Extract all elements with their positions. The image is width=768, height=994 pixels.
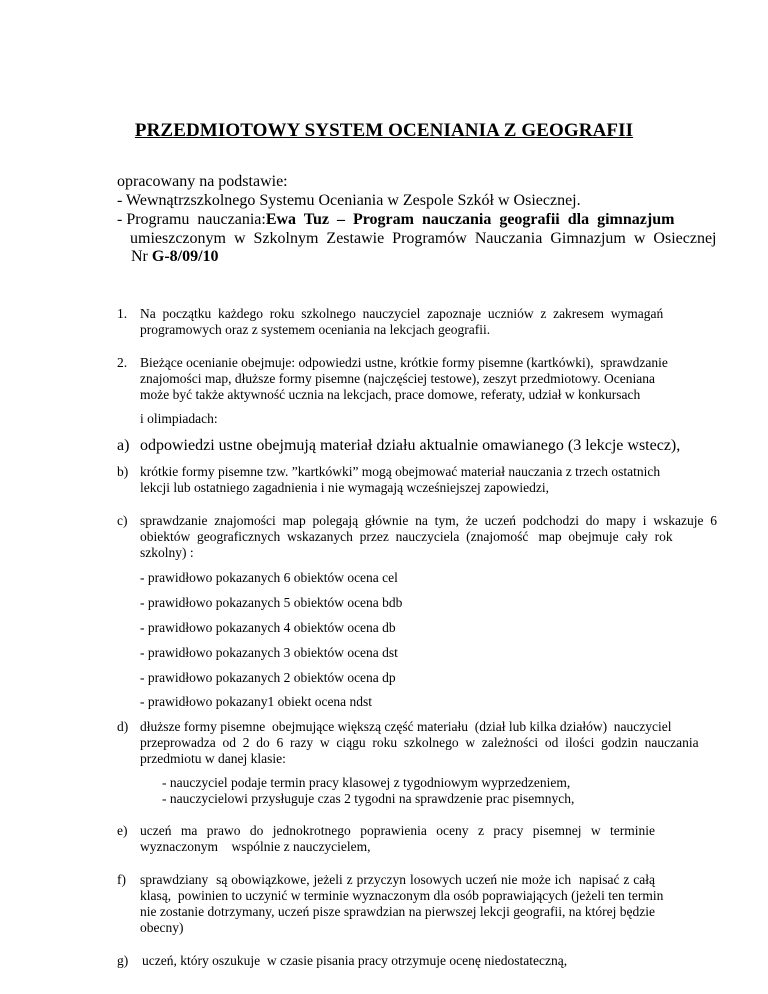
page-title: PRZEDMIOTOWY SYSTEM OCENIANIA Z GEOGRAFII <box>134 120 634 141</box>
item-c-sub-3: - prawidłowo pokazanych 4 obiektów ocena db <box>140 620 396 635</box>
item-c-sub-2: - prawidłowo pokazanych 5 obiektów ocena bdb <box>140 595 403 610</box>
item-f-line-3: nie zostanie dotrzymany, uczeń pisze sprawdzian na pierwszej lekcji geografii, na której będzie <box>140 904 655 919</box>
item-c-line-3: szkolny) : <box>140 545 194 560</box>
item-e-line-1: uczeń ma prawo do jednokrotnego poprawienia oceny z pracy pisemnej w terminie <box>140 823 655 838</box>
item-g-marker: g) <box>117 953 129 968</box>
item-d-line-1: dłuższe formy pisemne obejmujące większą część materiału (dział lub kilka działów) nauczyciel <box>140 719 672 734</box>
item-2-line-1: Bieżące ocenianie obejmuje: odpowiedzi ustne, krótkie formy pisemne (kartkówki), sprawdzanie <box>140 355 668 370</box>
intro-line-2: - Wewnątrzszkolnego Systemu Oceniania w Zespole Szkół w Osiecznej. <box>117 192 581 209</box>
item-e-line-2: wyznaczonym wspólnie z nauczycielem, <box>140 839 371 854</box>
item-e-marker: e) <box>117 823 128 838</box>
intro-line-1: opracowany na podstawie: <box>117 173 288 190</box>
item-1-marker: 1. <box>117 306 128 321</box>
intro-line-3 <box>117 210 675 229</box>
item-b-line-2: lekcji lub ostatniego zagadnienia i nie wymagają wcześniejszej zapowiedzi, <box>140 480 549 495</box>
intro-line-5-prefix: Nr <box>131 248 148 265</box>
item-f-line-2: klasą, powinien to uczynić w terminie wyznaczonym dla osób poprawiających (jeżeli ten termin <box>140 888 664 903</box>
item-c-line-2: obiektów geograficznych wskazanych przez nauczyciela (znajomość map obejmuje cały rok <box>140 529 673 544</box>
item-1-line-1: Na początku każdego roku szkolnego nauczyciel zapoznaje uczniów z zakresem wymagań <box>140 306 664 321</box>
intro-line-4: umieszczonym w Szkolnym Zestawie Programów Nauczania Gimnazjum w Osiecznej <box>130 230 717 247</box>
item-c-line-1: sprawdzanie znajomości map polegają głównie na tym, że uczeń podchodzi do mapy i wskazuje 6 <box>140 513 717 528</box>
item-g-line-1: uczeń, który oszukuje w czasie pisania pracy otrzymuje ocenę niedostateczną, <box>142 953 568 968</box>
item-1-line-2: programowych oraz z systemem oceniania na lekcjach geografii. <box>140 322 491 337</box>
item-c-sub-4: - prawidłowo pokazanych 3 obiektów ocena dst <box>140 645 398 660</box>
item-b-line-1: krótkie formy pisemne tzw. ”kartkówki” mogą obejmować materiał nauczania z trzech ostatnich <box>140 464 661 479</box>
item-d-line-3: przedmiotu w danej klasie: <box>140 751 286 766</box>
intro-line-3-prefix: - Programu nauczania: <box>117 211 266 228</box>
item-d-sub-2: - nauczycielowi przysługuje czas 2 tygodni na sprawdzenie prac pisemnych, <box>162 791 575 806</box>
item-2-marker: 2. <box>117 355 128 370</box>
item-a-marker: a) <box>117 437 130 454</box>
item-b-marker: b) <box>117 464 129 479</box>
item-c-sub-6: - prawidłowo pokazany1 obiekt ocena ndst <box>140 694 373 709</box>
item-c-sub-1: - prawidłowo pokazanych 6 obiektów ocena cel <box>140 570 398 585</box>
item-2-line-2: znajomości map, dłuższe formy pisemne (najczęściej testowe), zeszyt przedmiotowy. Oceniana <box>140 371 655 386</box>
item-2-line-3: może być także aktywność ucznia na lekcjach, prace domowe, referaty, udział w konkursach <box>140 387 641 402</box>
item-f-marker: f) <box>117 872 126 887</box>
item-f-line-4: obecny) <box>140 920 184 935</box>
intro-line-5 <box>131 247 219 266</box>
item-d-marker: d) <box>117 719 129 734</box>
item-c-sub-5: - prawidłowo pokazanych 2 obiektów ocena dp <box>140 670 396 685</box>
item-d-sub-1: - nauczyciel podaje termin pracy klasowej z tygodniowym wyprzedzeniem, <box>162 775 571 790</box>
item-c-marker: c) <box>117 513 128 528</box>
item-a-line-1: odpowiedzi ustne obejmują materiał działu aktualnie omawianego (3 lekcje wstecz), <box>140 437 681 454</box>
item-2-line-4: i olimpiadach: <box>140 411 218 426</box>
intro-line-3-program: Ewa Tuz – Program nauczania geografii dla gimnazjum <box>265 211 675 228</box>
item-f-line-1: sprawdziany są obowiązkowe, jeżeli z przyczyn losowych uczeń nie może ich napisać z całą <box>140 872 655 887</box>
intro-line-5-number: G-8/09/10 <box>151 248 219 265</box>
item-d-line-2: przeprowadza od 2 do 6 razy w ciągu roku szkolnego w zależności od ilości godzin nauczania <box>140 735 699 750</box>
